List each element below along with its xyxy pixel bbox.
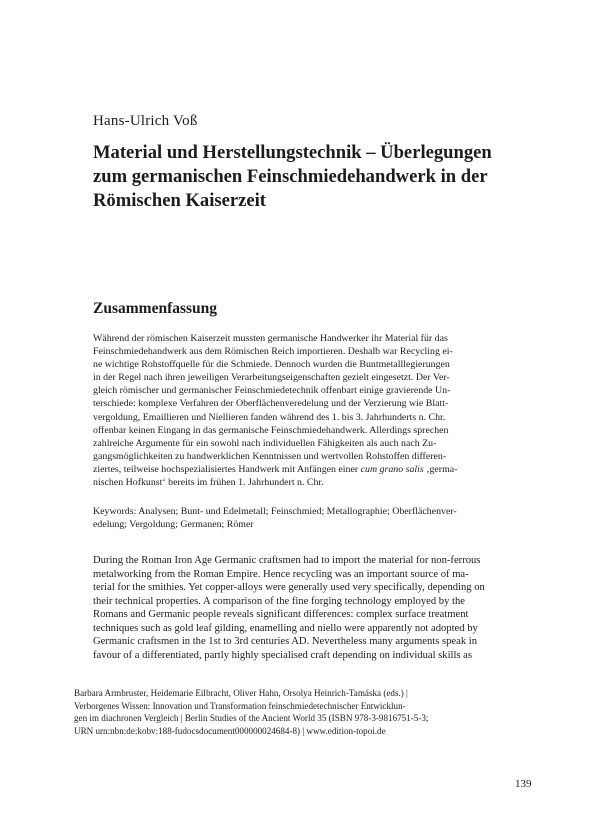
text-line: During the Roman Iron Age Germanic craftsmen had to import the material for non-ferrous [93, 555, 481, 566]
text-line: their technical properties. A comparison of the fine forging technology employed by the [93, 595, 465, 607]
text-run: ziertes, teilweise hochspezialisiertes Handwerk mit Anfängen einer [93, 463, 361, 475]
text-line: nischen Hofkunst‘ bereits im frühen 1. Jahrhundert n. Chr. [93, 477, 324, 489]
text-line: Keywords: Analysen; Bunt- und Edelmetall; Feinschmied; Metallographie; Oberflächenver- [93, 506, 457, 517]
text-line: gangsmöglichkeiten zu handwerklichen Kenntnissen und wertvollen Rohstoffen differen- [93, 450, 447, 462]
summary-english [93, 554, 533, 662]
text-line: in der Regel nach ihren jeweiligen Verarbeitungseigenschaften gezielt eingesetzt. Der Ver- [93, 372, 450, 384]
text-line: metalworking from the Roman Empire. Hence recycling was an important source of ma- [93, 568, 469, 580]
text-line: gleich römischer und germanischer Feinschmiedetechnik offenbart einige gravierende Un- [93, 385, 451, 397]
text-line: vergoldung, Emaillieren und Niellieren fanden während des 1. bis 3. Jahrhunderts n. Chr. [93, 411, 446, 423]
summary-german [93, 332, 533, 489]
text-line: Romans and Germanic people reveals significant differences: complex surface treatment [93, 609, 469, 621]
text-line: Germanic craftsmen in the 1st to 3rd centuries AD. Nevertheless many arguments speak in [93, 636, 478, 648]
text-run: ‚germa- [423, 463, 458, 475]
text-line: terschiede: komplexe Verfahren der Oberflächenveredelung und der Verzierung wie Blatt- [93, 398, 449, 410]
author-name: Hans-Ulrich Voß [93, 113, 198, 129]
text-line: favour of a differentiated, partly highly specialised craft depending on individual skills as [93, 649, 473, 661]
citation-footer [74, 687, 544, 737]
text-line: gen im diachronen Vergleich | Berlin Studies of the Ancient World 35 (ISBN 978-3-9816751-5-3; [74, 713, 429, 724]
title-line: zum germanischen Feinschmiedehandwerk in der [93, 166, 488, 187]
title-line: Material und Herstellungstechnik – Überlegungen [93, 142, 492, 163]
summary-heading: Zusammenfassung [93, 300, 218, 317]
text-line: terial for the smithies. Yet copper-alloys were generally used very specifically, depending on [93, 582, 485, 594]
article-title [93, 141, 553, 213]
page-number: 139 [515, 778, 532, 790]
text-line: offenbar keinen Eingang in das germanische Feinschmiedehandwerk. Allerdings sprechen [93, 424, 449, 436]
text-line: ne wichtige Rohstoffquelle für die Schmiede. Dennoch wurden die Buntmetalllegierungen [93, 359, 450, 371]
text-line: Barbara Armbruster, Heidemarie Eilbracht, Oliver Hahn, Orsolya Heinrich-Tamáska (eds.) | [74, 688, 408, 698]
title-line: Römischen Kaiserzeit [93, 190, 266, 211]
keywords [93, 505, 533, 531]
text-line: Während der römischen Kaiserzeit mussten germanische Handwerker ihr Material für das [93, 333, 448, 344]
text-line: Verborgenes Wissen: Innovation und Transformation feinschmiedetechnischer Entwicklun- [74, 700, 406, 711]
text-line: edelung; Vergoldung; Germanen; Römer [93, 519, 254, 531]
text-line: Feinschmiedehandwerk aus dem Römischen Reich importieren. Deshalb war Recycling ei- [93, 346, 453, 358]
text-line: zahlreiche Argumente für ein sowohl nach individuellen Fähigkeiten als auch nach Zu- [93, 437, 437, 449]
text-line: techniques such as gold leaf gilding, enamelling and niello were apparently not adopted by [93, 622, 478, 634]
text-line [93, 463, 533, 476]
latin-phrase: cum grano salis [360, 463, 424, 475]
text-line: URN urn:nbn:de:kobv:188-fudocsdocument000000024684-8) | www.edition-topoi.de [74, 725, 386, 736]
